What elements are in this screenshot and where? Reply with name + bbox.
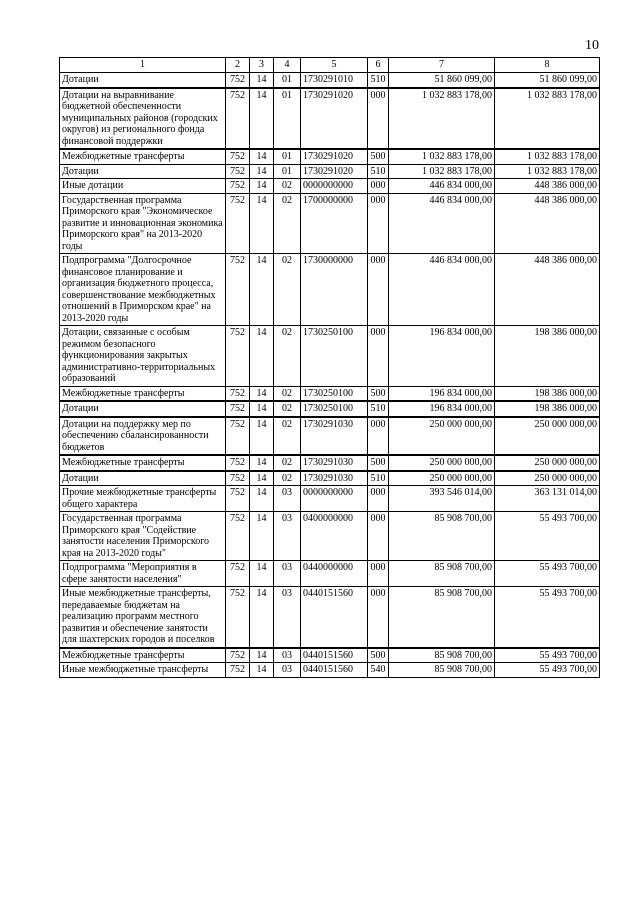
cell-expense-type: 510 (368, 401, 389, 417)
table-row (60, 417, 600, 456)
cell-target-code: 0440000000 (301, 561, 368, 587)
cell-expense-type: 000 (368, 179, 389, 194)
cell-section-code: 14 (250, 401, 274, 417)
cell-amount-year-2: 448 386 000,00 (495, 193, 600, 254)
cell-target-code: 1730250100 (301, 401, 368, 417)
cell-admin-code: 752 (226, 88, 250, 150)
cell-admin-code: 752 (226, 587, 250, 648)
cell-expense-type: 000 (368, 254, 389, 326)
cell-subsection-code: 02 (274, 455, 301, 471)
row-name-cell: Дотации (60, 471, 226, 486)
cell-target-code: 1730291030 (301, 417, 368, 456)
cell-admin-code: 752 (226, 149, 250, 164)
cell-target-code: 0440151560 (301, 587, 368, 648)
cell-amount-year-1: 85 908 700,00 (389, 587, 495, 648)
cell-amount-year-1: 85 908 700,00 (389, 561, 495, 587)
cell-admin-code: 752 (226, 486, 250, 512)
cell-amount-year-1: 393 546 014,00 (389, 486, 495, 512)
cell-expense-type: 000 (368, 326, 389, 387)
cell-admin-code: 752 (226, 326, 250, 387)
cell-section-code: 14 (250, 193, 274, 254)
cell-admin-code: 752 (226, 401, 250, 417)
table-header-row (60, 58, 600, 73)
table-row (60, 561, 600, 587)
cell-admin-code: 752 (226, 254, 250, 326)
table-row (60, 587, 600, 648)
table-row (60, 164, 600, 179)
cell-amount-year-1: 250 000 000,00 (389, 471, 495, 486)
cell-section-code: 14 (250, 88, 274, 150)
cell-expense-type: 000 (368, 417, 389, 456)
cell-target-code: 1730291010 (301, 73, 368, 88)
column-header: 2 (226, 58, 250, 73)
table-row (60, 401, 600, 417)
cell-section-code: 14 (250, 326, 274, 387)
cell-admin-code: 752 (226, 179, 250, 194)
column-header: 7 (389, 58, 495, 73)
cell-amount-year-1: 446 834 000,00 (389, 193, 495, 254)
table-row (60, 254, 600, 326)
cell-amount-year-2: 198 386 000,00 (495, 401, 600, 417)
cell-target-code: 1730000000 (301, 254, 368, 326)
cell-amount-year-2: 55 493 700,00 (495, 663, 600, 678)
cell-subsection-code: 02 (274, 179, 301, 194)
cell-subsection-code: 02 (274, 401, 301, 417)
cell-section-code: 14 (250, 254, 274, 326)
cell-admin-code: 752 (226, 455, 250, 471)
cell-subsection-code: 02 (274, 326, 301, 387)
cell-subsection-code: 02 (274, 254, 301, 326)
cell-target-code: 1730250100 (301, 386, 368, 401)
cell-target-code: 1730291030 (301, 471, 368, 486)
cell-amount-year-1: 1 032 883 178,00 (389, 164, 495, 179)
table-row (60, 193, 600, 254)
row-name-cell: Подпрограмма "Долгосрочное финансовое планирование и организация бюджетного процесса, совершенствование межбюджетных отношений в Приморском крае" на 2013-2020 годы (60, 254, 226, 326)
cell-target-code: 1730291020 (301, 88, 368, 150)
cell-subsection-code: 03 (274, 648, 301, 663)
row-name-cell: Дотации на поддержку мер по обеспечению сбалансированности бюджетов (60, 417, 226, 456)
row-name-cell: Дотации на выравнивание бюджетной обеспеченности муниципальных районов (городских округов) из регионального фонда финансовой поддержки (60, 88, 226, 150)
cell-target-code: 0000000000 (301, 179, 368, 194)
cell-amount-year-2: 250 000 000,00 (495, 417, 600, 456)
cell-section-code: 14 (250, 561, 274, 587)
cell-expense-type: 510 (368, 164, 389, 179)
cell-target-code: 0000000000 (301, 486, 368, 512)
cell-amount-year-2: 1 032 883 178,00 (495, 88, 600, 150)
cell-subsection-code: 01 (274, 73, 301, 88)
row-name-cell: Иные дотации (60, 179, 226, 194)
cell-section-code: 14 (250, 386, 274, 401)
cell-target-code: 1730291020 (301, 149, 368, 164)
cell-amount-year-2: 363 131 014,00 (495, 486, 600, 512)
cell-amount-year-2: 198 386 000,00 (495, 326, 600, 387)
table-row (60, 88, 600, 150)
cell-amount-year-2: 51 860 099,00 (495, 73, 600, 88)
table-row (60, 471, 600, 486)
cell-target-code: 0400000000 (301, 512, 368, 561)
table-row (60, 512, 600, 561)
cell-target-code: 0440151560 (301, 663, 368, 678)
column-header: 4 (274, 58, 301, 73)
cell-expense-type: 500 (368, 149, 389, 164)
table-row (60, 486, 600, 512)
row-name-cell: Иные межбюджетные трансферты (60, 663, 226, 678)
cell-amount-year-1: 85 908 700,00 (389, 663, 495, 678)
row-name-cell: Дотации (60, 401, 226, 417)
row-name-cell: Подпрограмма "Мероприятия в сфере занятости населения" (60, 561, 226, 587)
cell-amount-year-2: 1 032 883 178,00 (495, 164, 600, 179)
table-row (60, 149, 600, 164)
cell-amount-year-1: 250 000 000,00 (389, 455, 495, 471)
cell-target-code: 0440151560 (301, 648, 368, 663)
cell-subsection-code: 02 (274, 386, 301, 401)
cell-amount-year-2: 250 000 000,00 (495, 471, 600, 486)
row-name-cell: Межбюджетные трансферты (60, 455, 226, 471)
budget-table (59, 57, 600, 678)
cell-section-code: 14 (250, 471, 274, 486)
cell-expense-type: 000 (368, 561, 389, 587)
cell-subsection-code: 01 (274, 88, 301, 150)
cell-expense-type: 500 (368, 386, 389, 401)
cell-admin-code: 752 (226, 386, 250, 401)
cell-admin-code: 752 (226, 512, 250, 561)
cell-section-code: 14 (250, 73, 274, 88)
cell-amount-year-1: 1 032 883 178,00 (389, 149, 495, 164)
cell-amount-year-2: 55 493 700,00 (495, 587, 600, 648)
cell-amount-year-1: 1 032 883 178,00 (389, 88, 495, 150)
cell-amount-year-1: 446 834 000,00 (389, 179, 495, 194)
cell-subsection-code: 02 (274, 471, 301, 486)
cell-expense-type: 510 (368, 73, 389, 88)
row-name-cell: Дотации (60, 164, 226, 179)
cell-subsection-code: 01 (274, 164, 301, 179)
cell-amount-year-1: 196 834 000,00 (389, 401, 495, 417)
cell-section-code: 14 (250, 417, 274, 456)
cell-target-code: 1730291020 (301, 164, 368, 179)
table-row (60, 73, 600, 88)
cell-admin-code: 752 (226, 164, 250, 179)
cell-section-code: 14 (250, 486, 274, 512)
row-name-cell: Межбюджетные трансферты (60, 648, 226, 663)
cell-admin-code: 752 (226, 561, 250, 587)
cell-section-code: 14 (250, 663, 274, 678)
column-header: 6 (368, 58, 389, 73)
cell-section-code: 14 (250, 455, 274, 471)
cell-admin-code: 752 (226, 648, 250, 663)
cell-amount-year-1: 250 000 000,00 (389, 417, 495, 456)
cell-expense-type: 000 (368, 193, 389, 254)
column-header: 1 (60, 58, 226, 73)
row-name-cell: Государственная программа Приморского края "Содействие занятости населения Приморского края на 2013-2020 годы" (60, 512, 226, 561)
cell-admin-code: 752 (226, 663, 250, 678)
cell-expense-type: 000 (368, 587, 389, 648)
cell-subsection-code: 02 (274, 193, 301, 254)
cell-amount-year-2: 448 386 000,00 (495, 254, 600, 326)
cell-admin-code: 752 (226, 73, 250, 88)
row-name-cell: Межбюджетные трансферты (60, 149, 226, 164)
cell-amount-year-1: 85 908 700,00 (389, 512, 495, 561)
row-name-cell: Дотации, связанные с особым режимом безопасного функционирования закрытых административно-территориальных образований (60, 326, 226, 387)
cell-amount-year-2: 250 000 000,00 (495, 455, 600, 471)
table-row (60, 386, 600, 401)
cell-section-code: 14 (250, 648, 274, 663)
row-name-cell: Прочие межбюджетные трансферты общего характера (60, 486, 226, 512)
cell-admin-code: 752 (226, 417, 250, 456)
cell-subsection-code: 01 (274, 149, 301, 164)
cell-amount-year-2: 55 493 700,00 (495, 648, 600, 663)
cell-target-code: 1730250100 (301, 326, 368, 387)
cell-amount-year-1: 85 908 700,00 (389, 648, 495, 663)
cell-expense-type: 510 (368, 471, 389, 486)
cell-admin-code: 752 (226, 471, 250, 486)
column-header: 5 (301, 58, 368, 73)
cell-subsection-code: 03 (274, 561, 301, 587)
table-row (60, 179, 600, 194)
row-name-cell: Межбюджетные трансферты (60, 386, 226, 401)
cell-expense-type: 000 (368, 486, 389, 512)
column-header: 8 (495, 58, 600, 73)
page-number: 10 (585, 38, 599, 53)
cell-amount-year-2: 448 386 000,00 (495, 179, 600, 194)
cell-expense-type: 000 (368, 512, 389, 561)
row-name-cell: Государственная программа Приморского края "Экономическое развитие и инновационная экономика Приморского края" на 2013-2020 годы (60, 193, 226, 254)
cell-expense-type: 500 (368, 648, 389, 663)
row-name-cell: Дотации (60, 73, 226, 88)
cell-subsection-code: 03 (274, 663, 301, 678)
cell-amount-year-2: 55 493 700,00 (495, 512, 600, 561)
cell-section-code: 14 (250, 587, 274, 648)
cell-expense-type: 000 (368, 88, 389, 150)
cell-section-code: 14 (250, 164, 274, 179)
cell-amount-year-1: 446 834 000,00 (389, 254, 495, 326)
cell-subsection-code: 02 (274, 417, 301, 456)
cell-section-code: 14 (250, 149, 274, 164)
table-row (60, 663, 600, 678)
cell-target-code: 1730291030 (301, 455, 368, 471)
cell-subsection-code: 03 (274, 486, 301, 512)
cell-target-code: 1700000000 (301, 193, 368, 254)
column-header: 3 (250, 58, 274, 73)
table-body (60, 73, 600, 678)
cell-amount-year-1: 51 860 099,00 (389, 73, 495, 88)
cell-amount-year-2: 1 032 883 178,00 (495, 149, 600, 164)
cell-expense-type: 540 (368, 663, 389, 678)
cell-subsection-code: 03 (274, 512, 301, 561)
cell-amount-year-2: 198 386 000,00 (495, 386, 600, 401)
cell-subsection-code: 03 (274, 587, 301, 648)
table-row (60, 455, 600, 471)
row-name-cell: Иные межбюджетные трансферты, передаваемые бюджетам на реализацию программ местного развития и обеспечение занятости для шахтерских городов и поселков (60, 587, 226, 648)
cell-expense-type: 500 (368, 455, 389, 471)
cell-amount-year-1: 196 834 000,00 (389, 326, 495, 387)
table-row (60, 648, 600, 663)
cell-admin-code: 752 (226, 193, 250, 254)
cell-section-code: 14 (250, 179, 274, 194)
cell-amount-year-2: 55 493 700,00 (495, 561, 600, 587)
cell-section-code: 14 (250, 512, 274, 561)
table-row (60, 326, 600, 387)
cell-amount-year-1: 196 834 000,00 (389, 386, 495, 401)
